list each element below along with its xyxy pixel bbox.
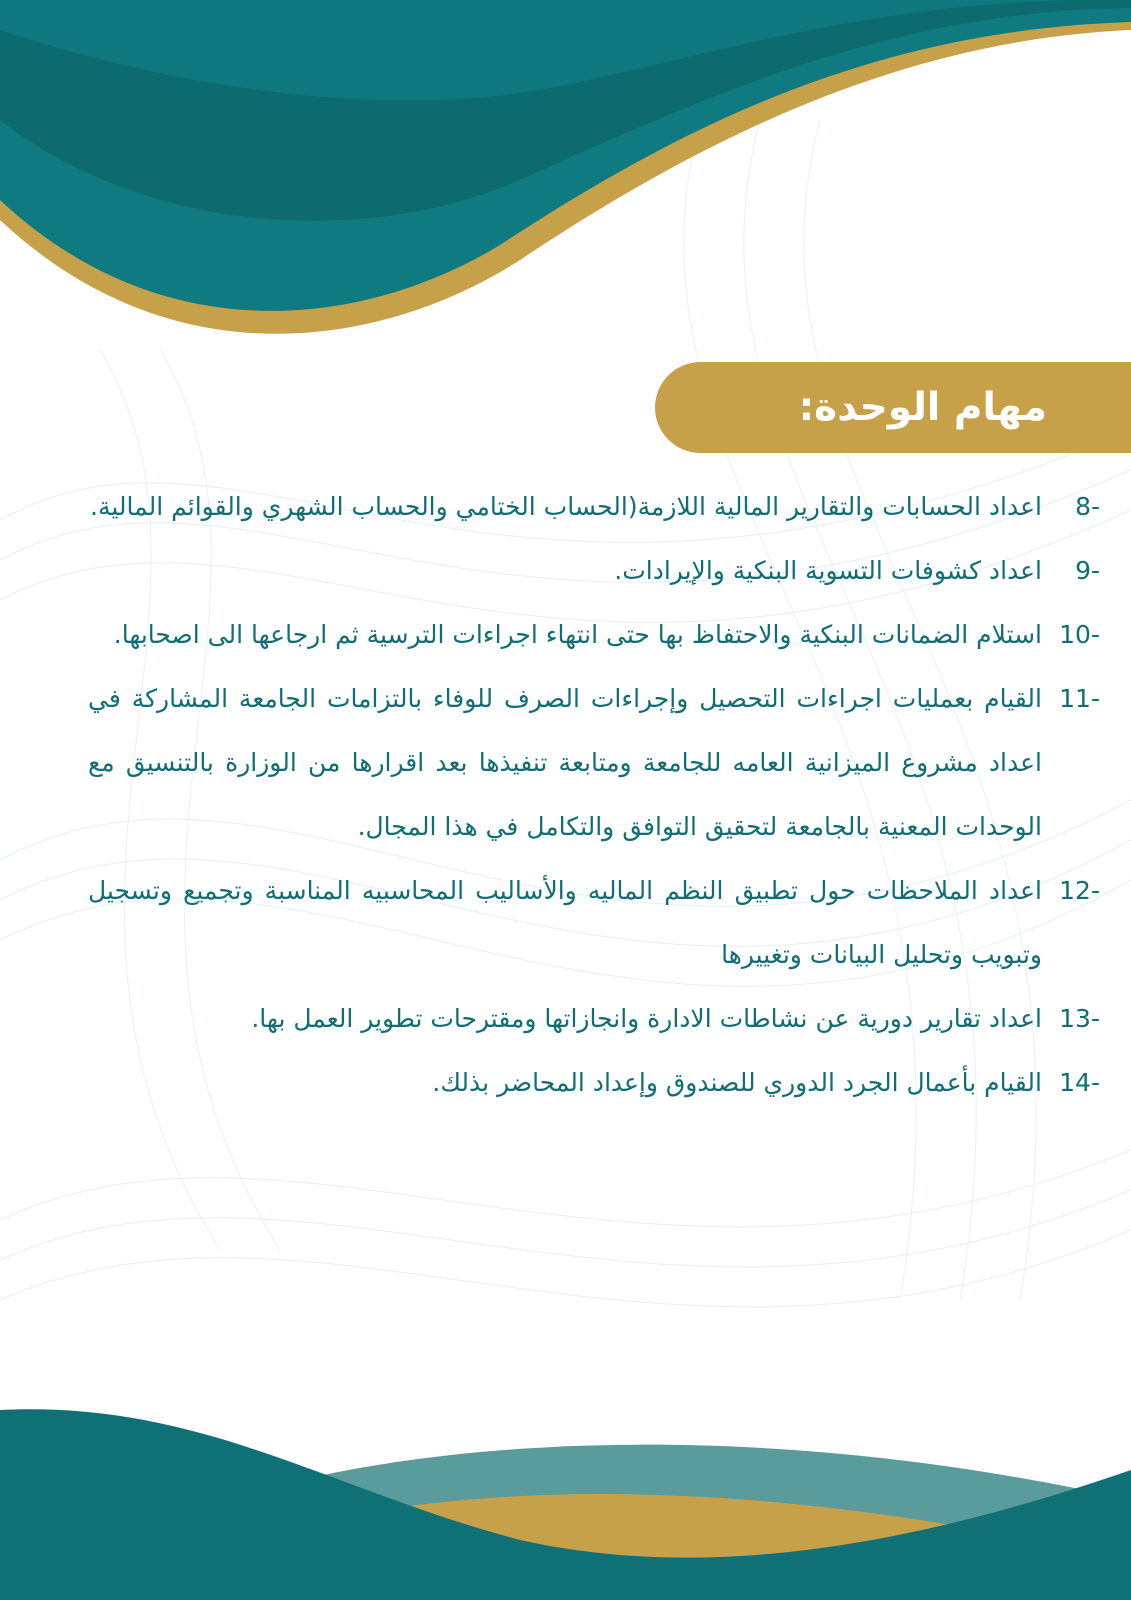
- task-number: 12-: [1059, 876, 1100, 905]
- task-text: اعداد كشوفات التسوية البنكية والإيرادات.: [614, 556, 1042, 585]
- task-text: اعداد الملاحظات حول تطبيق النظم الماليه والأساليب المحاسبيه المناسبة وتجميع وتسجيل وتبويب وتحليل البيانات وتغييرها: [88, 876, 1042, 969]
- task-number: 11-: [1059, 684, 1100, 713]
- task-item: [80, 667, 1100, 859]
- task-number: 8-: [1075, 492, 1100, 521]
- task-item: [80, 475, 1100, 539]
- task-number: 9-: [1075, 556, 1100, 585]
- section-title: مهام الوحدة:: [798, 385, 1047, 430]
- task-text: اعداد الحسابات والتقارير المالية اللازمة(الحساب الختامي والحساب الشهري والقوائم المالية.: [90, 492, 1042, 521]
- task-number: 10-: [1059, 620, 1100, 649]
- tasks-list: [80, 475, 1100, 1115]
- task-number: 13-: [1059, 1004, 1100, 1033]
- task-text: القيام بأعمال الجرد الدوري للصندوق وإعداد المحاضر بذلك.: [432, 1068, 1042, 1097]
- task-number: 14-: [1059, 1068, 1100, 1097]
- task-item: [80, 539, 1100, 603]
- task-text: اعداد تقارير دورية عن نشاطات الادارة وانجازاتها ومقترحات تطوير العمل بها.: [251, 1004, 1042, 1033]
- task-item: [80, 603, 1100, 667]
- task-text: استلام الضمانات البنكية والاحتفاظ بها حتى انتهاء اجراءات الترسية ثم ارجاعها الى اصحابها.: [113, 620, 1042, 649]
- section-title-banner: [655, 362, 1131, 453]
- task-item: [80, 1051, 1100, 1115]
- task-item: [80, 859, 1100, 987]
- task-text: القيام بعمليات اجراءات التحصيل وإجراءات الصرف للوفاء بالتزامات الجامعة المشاركة في اعداد مشروع الميزانية العامه للجامعة ومتابعة تنفيذها بعد اقرارها من الوزارة بالتنسيق مع الوحدات المعنية بالجامعة لتحقيق التوافق والتكامل في هذا المجال.: [88, 684, 1042, 841]
- task-item: [80, 987, 1100, 1051]
